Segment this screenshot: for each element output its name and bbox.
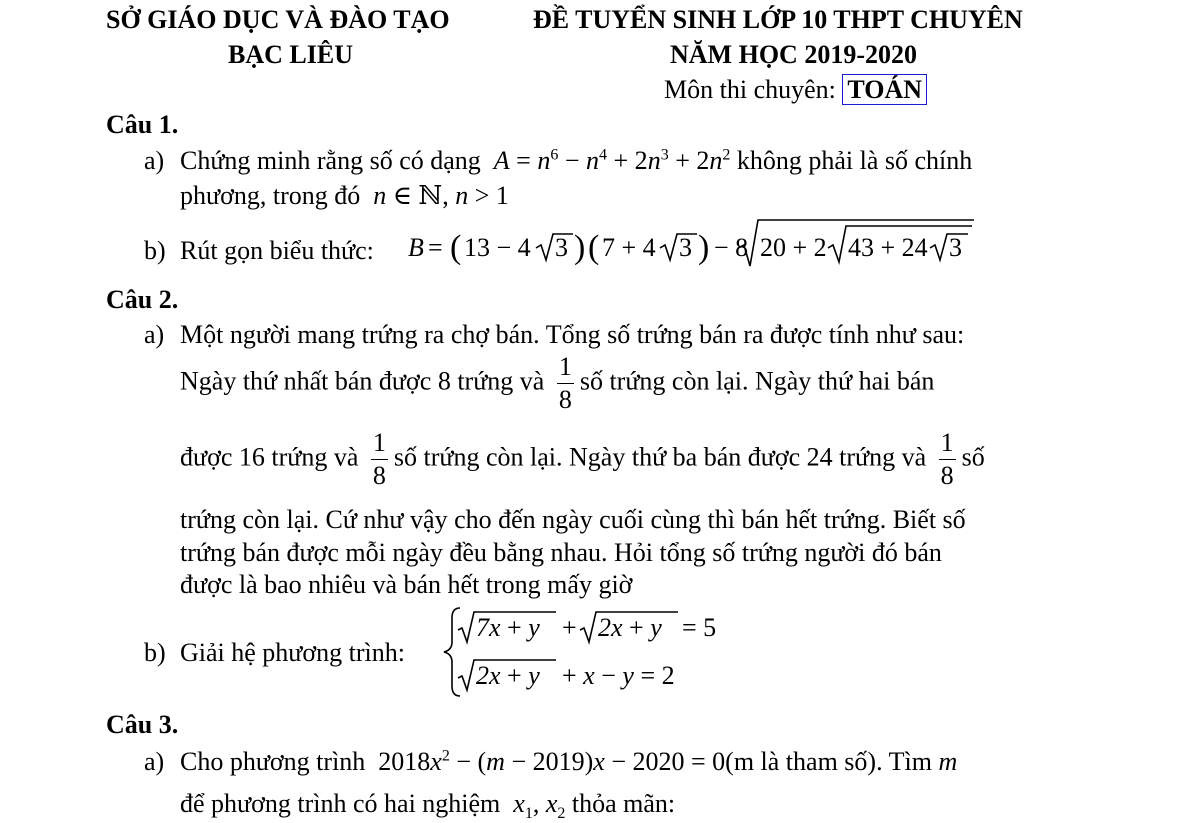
cau1-a-line1	[180, 146, 972, 176]
svg-text:= 5: = 5	[682, 613, 717, 642]
subject-label: Môn thi chuyên:	[664, 75, 836, 104]
cau2-a-line3	[180, 430, 985, 489]
svg-text:3: 3	[555, 233, 568, 262]
svg-text:2x + y: 2x + y	[476, 661, 540, 690]
cau3-a-text2: (m là tham số). Tìm	[725, 747, 932, 776]
svg-text:): )	[574, 229, 586, 266]
cau2-b-label: b)	[144, 638, 166, 667]
header-right-line2: NĂM HỌC 2019-2020	[670, 40, 917, 69]
svg-text:3: 3	[949, 233, 962, 262]
cau2-a-line1: Một người mang trứng ra chợ bán. Tổng số trứng bán ra được tính như sau:	[180, 320, 965, 349]
fraction-one-eighth: $\frac{1}{8}$	[558, 352, 572, 414]
svg-text:20 + 2: 20 + 2	[760, 233, 827, 262]
cau2-heading: Câu 2.	[106, 285, 179, 314]
header-right-line1: ĐỀ TUYỂN SINH LỚP 10 THPT CHUYÊN	[533, 5, 1023, 34]
header-left-line2: BẠC LIÊU	[228, 40, 353, 69]
svg-text:=: =	[428, 233, 443, 262]
cau3-a-label: a)	[144, 747, 165, 776]
cau2-a-line3c: số	[961, 442, 985, 472]
formula-B	[408, 214, 988, 270]
cau1-a-line2	[180, 181, 509, 211]
formula-roots: $x_1$, $x_2$	[513, 789, 566, 823]
svg-text:− 8: − 8	[714, 233, 749, 262]
cau2-a-line3a: được 16 trứng và	[180, 442, 359, 472]
cau2-a-line2a: Ngày thứ nhất bán được 8 trứng và	[180, 366, 545, 396]
formula-A: $A = n^6 - n^4 + 2n^3 + 2n^2$	[493, 146, 731, 175]
svg-text:13 − 4: 13 − 4	[464, 233, 531, 262]
subject-box: TOÁN	[842, 74, 927, 105]
header-left-line1: SỞ GIÁO DỤC VÀ ĐÀO TẠO	[106, 5, 450, 34]
svg-text:2x + y: 2x + y	[598, 613, 662, 642]
formula-n-condition: n ∈ ℕ, n > 1	[373, 181, 509, 210]
cau1-a-text3: phương, trong đó	[180, 181, 361, 210]
subject-line	[664, 75, 927, 105]
cau3-a-var: m	[938, 747, 958, 776]
cau2-a-line4: trứng còn lại. Cứ như vậy cho đến ngày cuối cùng thì bán hết trứng. Biết số	[180, 505, 966, 534]
cau1-a-text1: Chứng minh rằng số có dạng	[180, 146, 481, 175]
cau2-b-text: Giải hệ phương trình:	[180, 638, 405, 667]
cau3-a-text4: thỏa mãn:	[571, 789, 676, 818]
svg-text:B: B	[408, 233, 424, 262]
svg-text:(: (	[588, 229, 600, 266]
svg-text:3: 3	[679, 233, 692, 262]
equation-system	[440, 604, 740, 700]
fraction-one-eighth: $\frac{1}{8}$	[372, 428, 386, 490]
cau2-a-line5: trứng bán được mỗi ngày đều bằng nhau. Hỏi tổng số trứng người đó bán	[180, 538, 942, 567]
svg-text:+ x − y = 2: + x − y = 2	[562, 661, 675, 690]
cau1-heading: Câu 1.	[106, 110, 179, 139]
svg-text:7x + y: 7x + y	[476, 613, 540, 642]
cau2-a-line2	[180, 354, 934, 413]
svg-text:): )	[698, 229, 710, 266]
svg-text:7 + 4: 7 + 4	[602, 233, 656, 262]
cau1-a-text2: không phải là số chính	[736, 146, 973, 175]
cau2-a-line2b: số trứng còn lại. Ngày thứ hai bán	[579, 366, 935, 396]
svg-text:43 + 24: 43 + 24	[848, 233, 928, 262]
cau1-a-label: a)	[144, 146, 165, 175]
cau2-a-line3b: số trứng còn lại. Ngày thứ ba bán được 24 trứng và	[393, 442, 927, 472]
svg-text:+: +	[562, 613, 577, 642]
fraction-one-eighth: $\frac{1}{8}$	[940, 428, 954, 490]
cau3-a-text1: Cho phương trình	[180, 747, 366, 776]
cau1-b-label: b)	[144, 236, 166, 265]
formula-quadratic: $2018x^2 - (m - 2019)x - 2020 = 0$	[371, 747, 726, 776]
cau1-b-text: Rút gọn biểu thức:	[180, 236, 374, 265]
cau2-a-label: a)	[144, 320, 165, 349]
svg-text:(: (	[450, 229, 462, 266]
cau3-heading: Câu 3.	[106, 710, 179, 739]
cau3-a-line1	[180, 747, 957, 777]
cau3-a-text3: để phương trình có hai nghiệm	[180, 789, 501, 818]
cau2-a-line6: được là bao nhiêu và bán hết trong mấy giờ	[180, 570, 633, 599]
cau3-a-line2	[180, 789, 675, 823]
